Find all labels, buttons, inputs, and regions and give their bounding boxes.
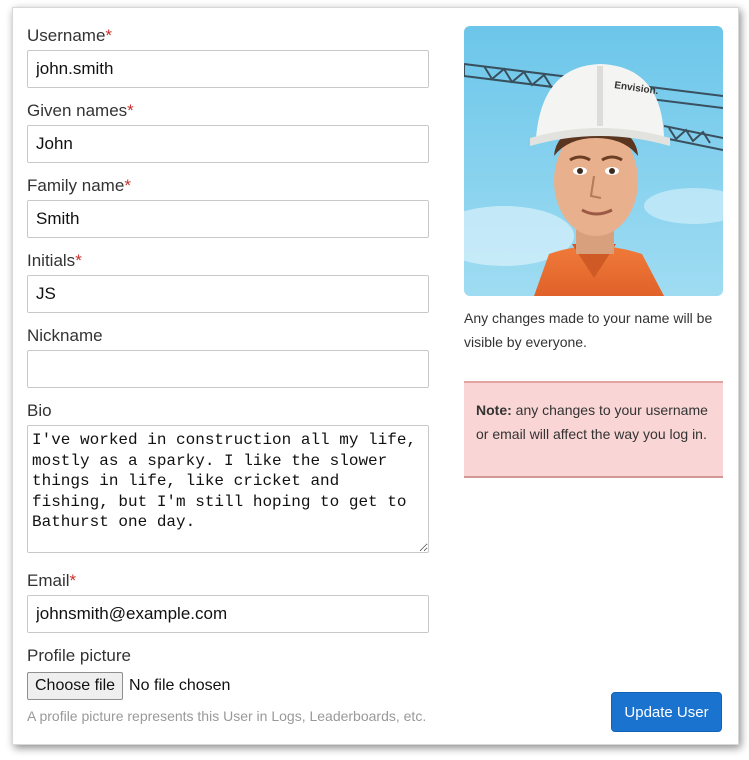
- profile-photo: [464, 26, 723, 296]
- nickname-label: Nickname: [27, 326, 103, 345]
- username-label: Username*: [27, 26, 113, 45]
- profile-picture-label: Profile picture: [27, 646, 131, 665]
- required-mark: *: [69, 571, 77, 590]
- required-mark: *: [75, 251, 82, 270]
- profile-picture-help: A profile picture represents this User in Logs, Leaderboards, etc.: [27, 708, 427, 724]
- user-form-card: [12, 7, 739, 745]
- given-names-label: Given names*: [27, 101, 134, 120]
- bio-label: Bio: [27, 401, 52, 420]
- given-names-field: [27, 101, 429, 163]
- family-name-label: Family name*: [27, 176, 131, 195]
- helmet-logo: Envision.: [613, 80, 660, 98]
- family-name-input[interactable]: [27, 200, 429, 238]
- initials-field: [27, 251, 429, 313]
- required-mark: *: [127, 101, 134, 120]
- initials-input[interactable]: [27, 275, 429, 313]
- username-field: [27, 26, 429, 88]
- update-user-button[interactable]: Update User: [611, 692, 722, 732]
- file-picker: [27, 672, 429, 700]
- sidebar: [464, 26, 723, 478]
- given-names-input[interactable]: [27, 125, 429, 163]
- username-input[interactable]: [27, 50, 429, 88]
- required-mark: *: [105, 26, 113, 45]
- profile-picture-field: [27, 646, 429, 724]
- initials-label: Initials*: [27, 251, 82, 270]
- email-field: [27, 571, 429, 633]
- bio-field: [27, 401, 429, 558]
- nickname-input[interactable]: [27, 350, 429, 388]
- file-status: No file chosen: [129, 677, 231, 694]
- choose-file-button[interactable]: Choose file: [27, 672, 123, 700]
- note-alert: [464, 381, 723, 478]
- name-change-caption: Any changes made to your name will be visible by everyone.: [464, 310, 713, 350]
- email-input[interactable]: [27, 595, 429, 633]
- note-text: any changes to your username or email will affect the way you log in.: [476, 402, 708, 442]
- nickname-field: [27, 326, 429, 388]
- bio-textarea[interactable]: [27, 425, 429, 553]
- required-mark: *: [124, 176, 131, 195]
- user-form: [27, 26, 429, 737]
- email-label: Email*: [27, 571, 77, 590]
- note-label: Note:: [476, 402, 512, 418]
- family-name-field: [27, 176, 429, 238]
